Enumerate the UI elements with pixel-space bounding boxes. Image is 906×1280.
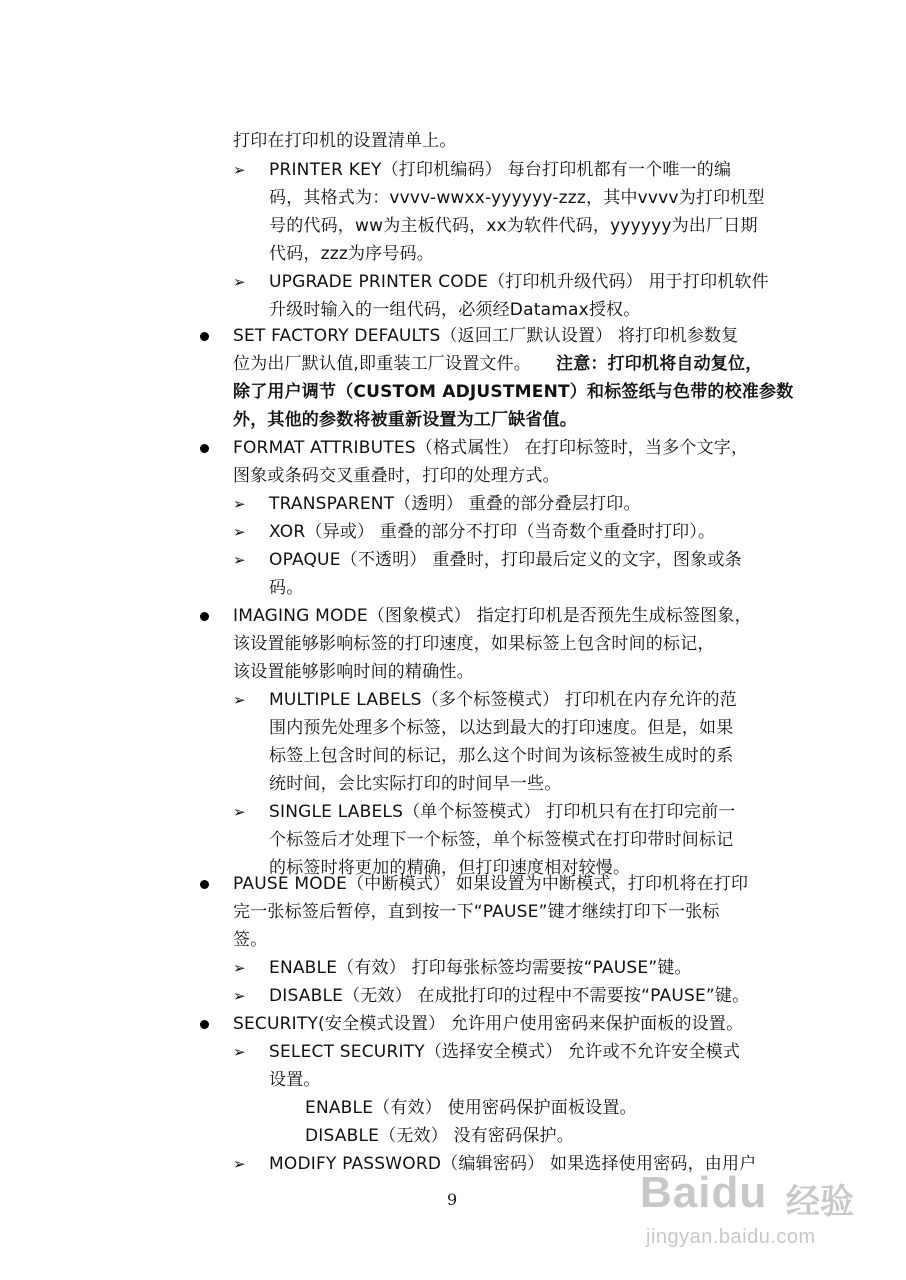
watermark-brand-cn: 经验 [786,1182,854,1222]
text-line: SINGLE LABELS（单个标签模式） 打印机只有在打印完前一 [269,802,736,822]
text-line: SET FACTORY DEFAULTS（返回工厂默认设置） 将打印机参数复 [233,326,739,346]
round-bullet-icon [200,880,209,889]
baidu-jingyan-watermark [632,1168,868,1264]
text-line: FORMAT ATTRIBUTES（格式属性） 在打印标签时，当多个文字， [233,438,749,458]
text-line: 该设置能够影响时间的精确性。 [233,662,474,682]
text-line: ENABLE（有效） 打印每张标签均需要按“PAUSE”键。 [269,958,692,978]
text-line: 码。 [269,578,304,598]
note-label: 注意：打印机将自动复位， [556,354,763,374]
text-line: 代码，zzz为序号码。 [269,244,434,264]
round-bullet-icon [200,612,209,621]
text-line: 图象或条码交叉重叠时，打印的处理方式。 [233,466,560,486]
round-bullet-icon [200,444,209,453]
round-bullet-icon [200,332,209,341]
arrow-bullet-icon: ➢ [233,959,246,977]
text-line: SELECT SECURITY（选择安全模式） 允许或不允许安全模式 [269,1042,741,1062]
arrow-bullet-icon: ➢ [233,551,246,569]
page-number: 9 [447,1190,458,1209]
text-line: 围内预先处理多个标签，以达到最大的打印速度。但是，如果 [269,718,734,738]
text-line: MODIFY PASSWORD（编辑密码） 如果选择使用密码，由用户 [269,1154,757,1174]
text-line: DISABLE（无效） 没有密码保护。 [305,1126,574,1146]
round-bullet-icon [200,1020,209,1029]
text-line: 的标签时将更加的精确，但打印速度相对较慢。 [269,858,631,878]
text-line: PAUSE MODE（中断模式） 如果设置为中断模式，打印机将在打印 [233,874,749,894]
text-line: SECURITY(安全模式设置） 允许用户使用密码来保护面板的设置。 [233,1014,744,1034]
text-line: 签。 [233,930,268,950]
arrow-bullet-icon: ➢ [233,803,246,821]
text-line: TRANSPARENT（透明） 重叠的部分叠层打印。 [269,494,641,514]
arrow-bullet-icon: ➢ [233,987,246,1005]
text-line: 该设置能够影响标签的打印速度，如果标签上包含时间的标记， [233,634,715,654]
watermark-brand: Baidu [640,1168,768,1217]
text-line: IMAGING MODE（图象模式） 指定打印机是否预先生成标签图象， [233,606,752,626]
text-line: 位为出厂默认值,即重装工厂设置文件。 [233,354,532,374]
arrow-bullet-icon: ➢ [233,691,246,709]
text-line: 打印在打印机的设置清单上。 [233,131,457,151]
text-line: 外，其他的参数将被重新设置为工厂缺省值。 [233,410,577,430]
arrow-bullet-icon: ➢ [233,523,246,541]
arrow-bullet-icon: ➢ [233,1043,246,1061]
arrow-bullet-icon: ➢ [233,495,246,513]
text-line: DISABLE（无效） 在成批打印的过程中不需要按“PAUSE”键。 [269,986,750,1006]
watermark-url: jingyan.baidu.com [646,1226,816,1248]
text-line: XOR（异或） 重叠的部分不打印（当奇数个重叠时打印）。 [269,522,716,542]
text-line: 完一张标签后暂停，直到按一下“PAUSE”键才继续打印下一张标 [233,902,720,922]
text-line: 设置。 [269,1070,321,1090]
text-line: 除了用户调节（CUSTOM ADJUSTMENT）和标签纸与色带的校准参数 [233,382,794,402]
text-line: 标签上包含时间的标记，那么这个时间为该标签被生成时的系 [269,746,734,766]
arrow-bullet-icon: ➢ [233,161,246,179]
text-line: UPGRADE PRINTER CODE（打印机升级代码） 用于打印机软件 [269,272,769,292]
arrow-bullet-icon: ➢ [233,273,246,291]
text-line: MULTIPLE LABELS（多个标签模式） 打印机在内存允许的范 [269,690,737,710]
text-line: 统时间，会比实际打印的时间早一些。 [269,774,562,794]
text-line: 升级时输入的一组代码，必须经Datamax授权。 [269,300,641,320]
text-line: OPAQUE（不透明） 重叠时，打印最后定义的文字，图象或条 [269,550,742,570]
text-line: ENABLE（有效） 使用密码保护面板设置。 [305,1098,637,1118]
text-line: 码，其格式为：vvvv-wwxx-yyyyyy-zzz，其中vvvv为打印机型 [269,188,765,208]
arrow-bullet-icon: ➢ [233,1155,246,1173]
text-line: 号的代码，ww为主板代码，xx为软件代码，yyyyyy为出厂日期 [269,216,758,236]
text-line: PRINTER KEY（打印机编码） 每台打印机都有一个唯一的编 [269,160,732,180]
text-line: 个标签后才处理下一个标签，单个标签模式在打印带时间标记 [269,830,734,850]
